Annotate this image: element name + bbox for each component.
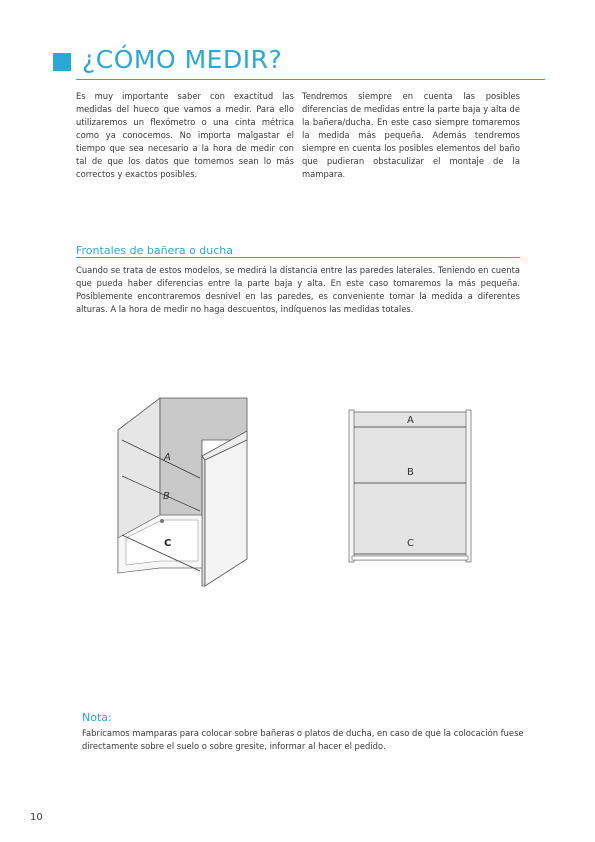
iso-label-b: B xyxy=(163,491,170,502)
right-wall-front xyxy=(202,456,205,586)
section-title: Frontales de bañera o ducha xyxy=(76,244,234,257)
intro-paragraph-right: Tendremos siempre en cuenta las posibles diferencias de medidas entre la parte baja y alta de la bañera/ducha. En este caso siempre tomaremos la medida más pequeña. Además tendremos siempre en cuenta los posibles elementos del baño que pudieran obstaculizar el montaje de la mampara. xyxy=(302,91,520,179)
intro-paragraph-left: Es muy importante saber con exactitud las medidas del hueco que vamos a medir. Para ello utilizaremos un flexómetro o una cinta métrica como ya conocemos. No importa malgastar el tiempo que sea necesario a la hora de medir con tal de que los datos que tomemos sean lo más correctos y exactos posibles. xyxy=(76,91,294,179)
shower-isometric-figure xyxy=(110,393,270,593)
section-paragraph: Cuando se trata de estos modelos, se medirá la distancia entre las paredes laterales. Teniendo en cuenta que pueda haber diferencias entre la parte baja y alta. En este caso tomaremos la más pequeña. Posiblemente encontraremos desnivel en las paredes, es conveniente tomar la medida a diferentes alturas. A la hora de medir no haga descuentos, indíquenos las medidas totales. xyxy=(76,265,520,314)
shower-front-figure xyxy=(345,408,475,568)
section-divider xyxy=(76,257,520,258)
floor-strip xyxy=(352,556,468,560)
page-number: 10 xyxy=(30,812,43,823)
front-label-a: A xyxy=(407,415,414,426)
note-paragraph: Fabricamos mamparas para colocar sobre bañeras o platos de ducha, en caso de que la colocación fuese directamente sobre el suelo o sobre gresite, informar al hacer el pedido. xyxy=(82,728,524,751)
iso-label-a: A xyxy=(164,452,171,463)
front-label-c: C xyxy=(407,538,414,549)
title-marker xyxy=(53,53,71,71)
right-post xyxy=(466,410,471,562)
drain-icon xyxy=(160,519,164,523)
right-wall-side xyxy=(205,440,247,586)
front-label-b: B xyxy=(407,467,414,478)
title-divider xyxy=(76,79,545,80)
left-post xyxy=(349,410,354,562)
iso-label-c: C xyxy=(164,538,172,549)
page-title: ¿CÓMO MEDIR? xyxy=(82,45,283,74)
note-title: Nota: xyxy=(82,711,112,724)
